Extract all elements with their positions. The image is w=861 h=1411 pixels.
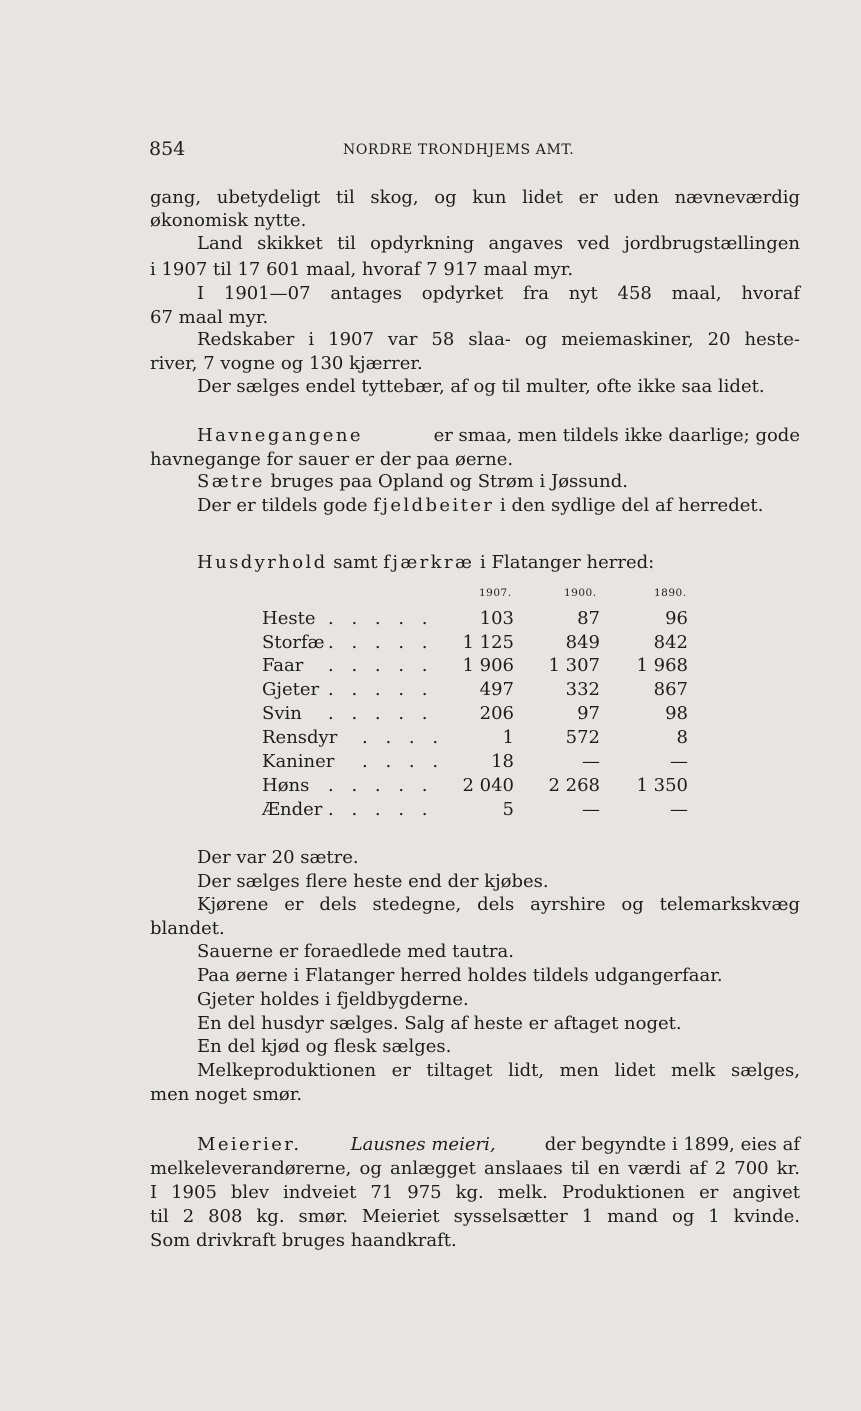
dairy-heading: Meierier. [197, 1134, 302, 1155]
after-line-11: men noget smør. [150, 1084, 303, 1105]
intro-line-9: Der sælges endel tyttebær, af og til multer, ofte ikke saa lidet. [197, 376, 765, 397]
value-1900: 849 [565, 632, 600, 653]
value-1907: 2 040 [462, 775, 514, 796]
value-1900: 87 [577, 608, 600, 629]
value-1890: — [670, 751, 688, 772]
grazing-heading: Havnegangene [197, 425, 363, 446]
row-leader-dots: . . . . . [328, 608, 434, 629]
row-label: Ænder [262, 799, 323, 820]
intro-line-6: 67 maal myr. [150, 307, 269, 328]
intro-line-2: økonomisk nytte. [150, 210, 307, 231]
row-leader-dots: . . . . . [328, 655, 434, 676]
value-1907: 1 125 [462, 632, 514, 653]
grazing-line-3 [197, 470, 628, 493]
row-leader-dots: . . . . . [328, 775, 434, 796]
table-title-part3: fjærkræ [383, 552, 475, 573]
value-1890: 1 350 [636, 775, 688, 796]
year-1900-header: 1900. [564, 587, 597, 599]
row-label: Svin [262, 703, 302, 724]
intro-line-7: Redskaber i 1907 var 58 slaa- og meiemaskiner, 20 heste- [197, 329, 800, 350]
year-1907-header: 1907. [479, 587, 512, 599]
intro-line-3: Land skikket til opdyrkning angaves ved jordbrugstællingen [197, 233, 800, 254]
running-title: NORDRE TRONDHJEMS AMT. [343, 142, 575, 158]
after-line-4: blandet. [150, 918, 225, 939]
after-line-3: Kjørene er dels stedegne, dels ayrshire og telemarkskvæg [197, 894, 800, 915]
value-1907: 206 [479, 703, 514, 724]
dairy-name: Lausnes meieri, [350, 1134, 496, 1155]
row-label: Faar [262, 655, 304, 676]
year-1890-header: 1890. [654, 587, 687, 599]
row-leader-dots: . . . . [362, 751, 445, 772]
row-label: Storfæ [262, 632, 325, 653]
row-leader-dots: . . . . . [328, 703, 434, 724]
value-1900: 1 307 [548, 655, 600, 676]
value-1900: 97 [577, 703, 600, 724]
grazing-line-4-pre: Der er tildels gode [197, 495, 368, 516]
after-line-2: Der sælges flere heste end der kjøbes. [197, 871, 549, 892]
value-1900: 572 [565, 727, 600, 748]
value-1907: 18 [491, 751, 514, 772]
saetre-term: Sætre [197, 471, 265, 492]
grazing-line-3-rest: bruges paa Opland og Strøm i Jøssund. [270, 471, 628, 492]
value-1907: 5 [502, 799, 514, 820]
row-label: Heste [262, 608, 316, 629]
intro-line-5: I 1901—07 antages opdyrket fra nyt 458 maal, hvoraf [197, 283, 800, 304]
grazing-line-4-post: i den sydlige del af herredet. [500, 495, 764, 516]
after-line-1: Der var 20 sætre. [197, 847, 359, 868]
dairy-line-1-rest: der begyndte i 1899, eies af [544, 1134, 800, 1155]
value-1900: 2 268 [548, 775, 600, 796]
row-leader-dots: . . . . . [328, 679, 434, 700]
value-1890: 867 [653, 679, 688, 700]
after-line-8: En del husdyr sælges. Salg af heste er aftaget noget. [197, 1013, 682, 1034]
value-1890: 8 [676, 727, 688, 748]
value-1890: 98 [665, 703, 688, 724]
dairy-line-3: I 1905 blev indveiet 71 975 kg. melk. Produktionen er angivet [150, 1182, 800, 1203]
intro-line-4: i 1907 til 17 601 maal, hvoraf 7 917 maal myr. [150, 259, 574, 280]
value-1900: 332 [565, 679, 600, 700]
row-label: Kaniner [262, 751, 335, 772]
value-1900: — [582, 799, 600, 820]
row-leader-dots: . . . . . [328, 799, 434, 820]
grazing-line-1-rest: er smaa, men tildels ikke daarlige; gode [433, 425, 800, 446]
table-title [197, 551, 654, 574]
row-leader-dots: . . . . [362, 727, 445, 748]
dairy-line-4: til 2 808 kg. smør. Meieriet sysselsætter 1 mand og 1 kvinde. [150, 1206, 800, 1227]
value-1890: 1 968 [636, 655, 688, 676]
after-line-9: En del kjød og flesk sælges. [197, 1036, 452, 1057]
value-1907: 103 [479, 608, 514, 629]
value-1907: 1 906 [462, 655, 514, 676]
value-1907: 1 [502, 727, 514, 748]
after-line-6: Paa øerne i Flatanger herred holdes tildels udgangerfaar. [197, 965, 723, 986]
page-number: 854 [149, 138, 186, 160]
value-1890: 842 [653, 632, 688, 653]
table-title-part1: Husdyrhold [197, 552, 328, 573]
after-line-10: Melkeproduktionen er tiltaget lidt, men lidet melk sælges, [197, 1060, 800, 1081]
table-title-part4: i Flatanger herred: [480, 552, 655, 573]
after-line-7: Gjeter holdes i fjeldbygderne. [197, 989, 469, 1010]
intro-line-1: gang, ubetydeligt til skog, og kun lidet er uden nævneværdig [150, 187, 800, 208]
value-1907: 497 [479, 679, 514, 700]
dairy-line-5: Som drivkraft bruges haandkraft. [150, 1230, 457, 1251]
dairy-line-1 [197, 1133, 800, 1156]
grazing-line-2: havnegange for sauer er der paa øerne. [150, 449, 514, 470]
table-title-part2: samt [333, 552, 378, 573]
value-1890: 96 [665, 608, 688, 629]
value-1890: — [670, 799, 688, 820]
row-label: Rensdyr [262, 727, 338, 748]
row-leader-dots: . . . . . [328, 632, 434, 653]
intro-line-8: river, 7 vogne og 130 kjærrer. [150, 353, 423, 374]
row-label: Høns [262, 775, 310, 796]
after-line-5: Sauerne er foraedlede med tautra. [197, 941, 514, 962]
row-label: Gjeter [262, 679, 320, 700]
value-1900: — [582, 751, 600, 772]
fjeldbeiter-term: fjeldbeiter [373, 495, 495, 516]
dairy-line-2: melkeleverandørerne, og anlægget anslaaes til en værdi af 2 700 kr. [150, 1158, 800, 1179]
grazing-line-4 [197, 494, 763, 517]
grazing-line-1 [197, 424, 800, 447]
